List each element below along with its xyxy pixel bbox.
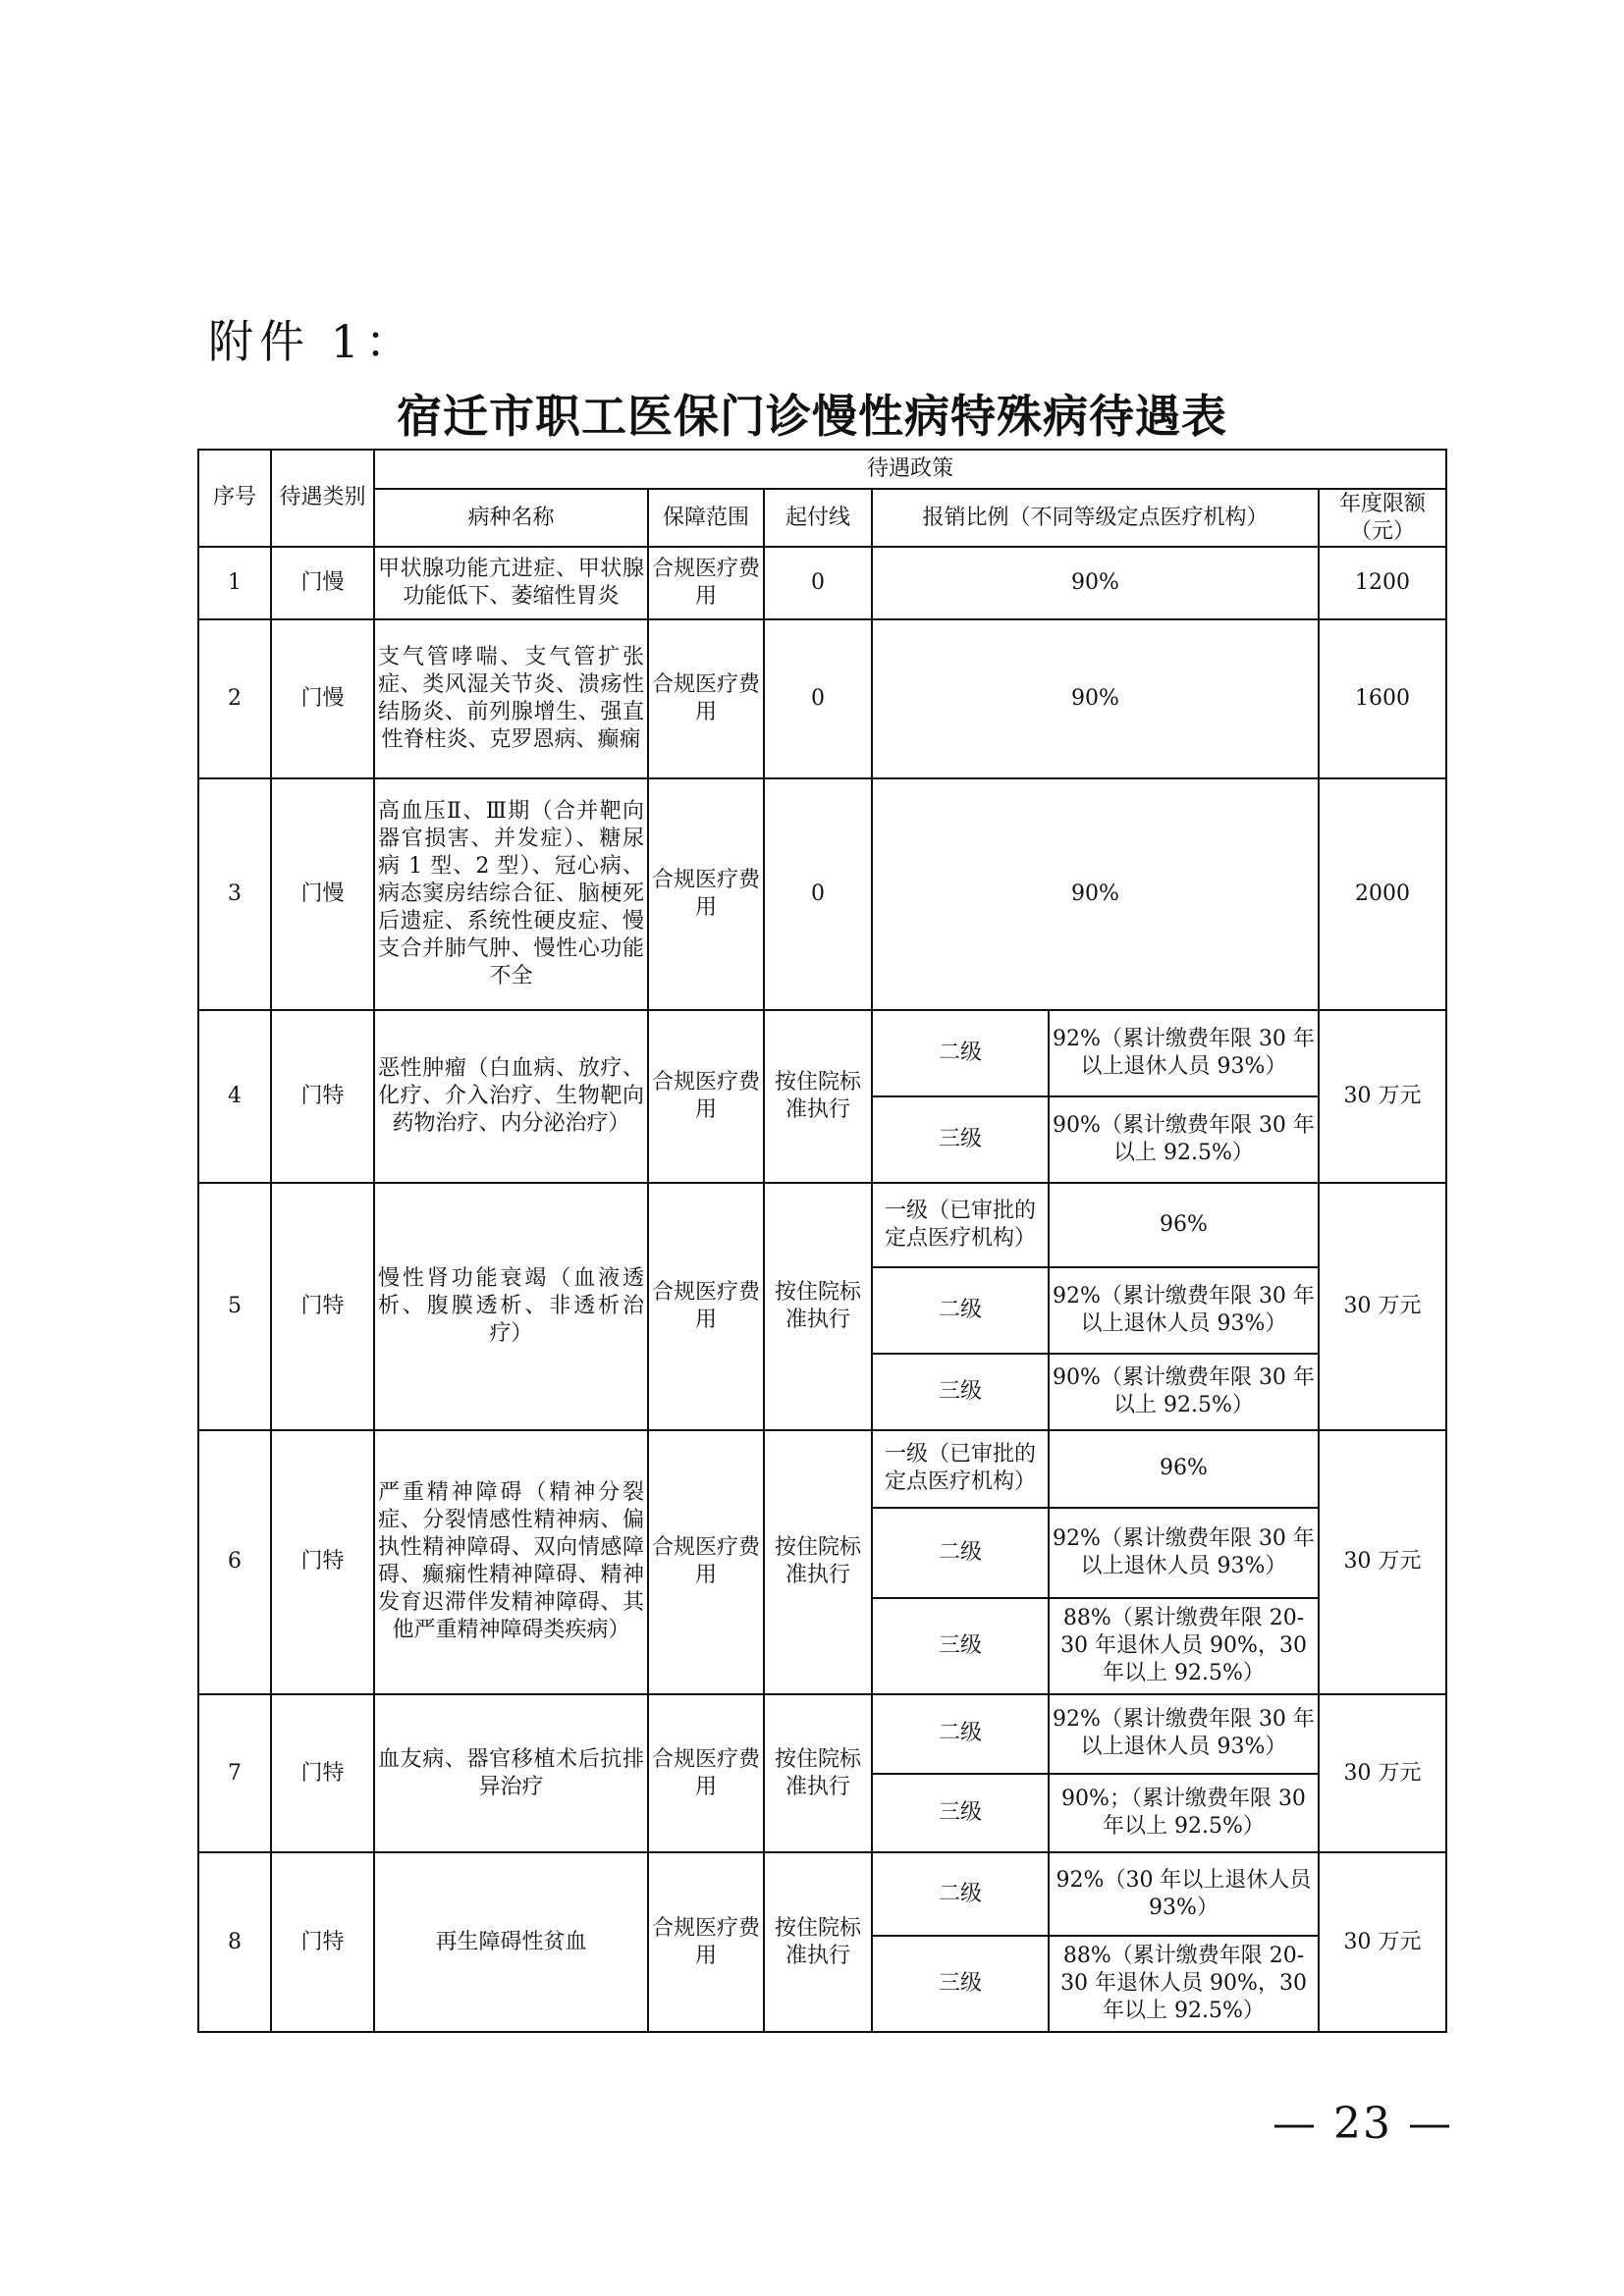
scope-cell: 合规医疗费用 (648, 1694, 764, 1852)
table-row (198, 1430, 1446, 1509)
level-cell: 二级 (872, 1010, 1049, 1096)
seq-cell: 6 (198, 1430, 271, 1694)
limit-cell: 2000 (1319, 778, 1446, 1010)
scope-cell: 合规医疗费用 (648, 1010, 764, 1184)
ratio-cell: 92%（30 年以上退休人员 93%） (1049, 1852, 1319, 1936)
disease-cell: 高血压Ⅱ、Ⅲ期（合并靶向器官损害、并发症）、糖尿病 1 型、2 型）、冠心病、病态窦房结综合征、脑梗死后遗症、系统性硬皮症、慢支合并肺气肿、慢性心功能不全 (374, 778, 648, 1010)
limit-cell: 1600 (1319, 619, 1446, 777)
level-cell: 三级 (872, 1598, 1049, 1694)
table-row (198, 547, 1446, 620)
ratio-cell: 92%（累计缴费年限 30 年以上退休人员 93%） (1049, 1694, 1319, 1774)
header-row-2 (198, 489, 1446, 547)
ratio-cell: 88%（累计缴费年限 20-30 年退休人员 90%，30 年以上 92.5%） (1049, 1598, 1319, 1694)
ratio-cell: 90% (872, 778, 1319, 1010)
level-cell: 一级（已审批的定点医疗机构） (872, 1430, 1049, 1509)
category-cell: 门特 (271, 1183, 374, 1429)
seq-cell: 7 (198, 1694, 271, 1852)
scope-cell: 合规医疗费用 (648, 1183, 764, 1429)
document-title: 宿迁市职工医保门诊慢性病特殊病待遇表 (397, 390, 1227, 443)
header-policy: 待遇政策 (374, 450, 1446, 489)
header-limit: 年度限额（元） (1319, 489, 1446, 547)
ratio-cell: 92%（累计缴费年限 30 年以上退休人员 93%） (1049, 1508, 1319, 1598)
category-cell: 门特 (271, 1430, 374, 1694)
seq-cell: 2 (198, 619, 271, 777)
ratio-cell: 90%（累计缴费年限 30 年以上 92.5%） (1049, 1354, 1319, 1430)
attachment-label: 附件 1： (208, 315, 416, 368)
deductible-cell: 0 (764, 547, 872, 620)
seq-cell: 4 (198, 1010, 271, 1184)
scope-cell: 合规医疗费用 (648, 547, 764, 620)
page-number: — 23 — (1272, 2099, 1453, 2149)
scope-cell: 合规医疗费用 (648, 1430, 764, 1694)
deductible-cell: 按住院标准执行 (764, 1694, 872, 1852)
limit-cell: 30 万元 (1319, 1430, 1446, 1694)
table-row (198, 1852, 1446, 1936)
treatment-table (197, 449, 1447, 2033)
disease-cell: 慢性肾功能衰竭（血液透析、腹膜透析、非透析治疗） (374, 1183, 648, 1429)
table-row (198, 1010, 1446, 1096)
ratio-cell: 90%（累计缴费年限 30 年以上 92.5%） (1049, 1096, 1319, 1184)
deductible-cell: 按住院标准执行 (764, 1010, 872, 1184)
header-deductible: 起付线 (764, 489, 872, 547)
category-cell: 门特 (271, 1694, 374, 1852)
seq-cell: 5 (198, 1183, 271, 1429)
header-seq: 序号 (198, 450, 271, 547)
limit-cell: 1200 (1319, 547, 1446, 620)
category-cell: 门慢 (271, 778, 374, 1010)
ratio-cell: 90% (872, 547, 1319, 620)
ratio-cell: 90% (872, 619, 1319, 777)
category-cell: 门特 (271, 1852, 374, 2032)
level-cell: 二级 (872, 1508, 1049, 1598)
level-cell: 二级 (872, 1267, 1049, 1354)
ratio-cell: 92%（累计缴费年限 30 年以上退休人员 93%） (1049, 1267, 1319, 1354)
disease-cell: 甲状腺功能亢进症、甲状腺功能低下、萎缩性胃炎 (374, 547, 648, 620)
category-cell: 门特 (271, 1010, 374, 1184)
header-row-1 (198, 450, 1446, 489)
seq-cell: 8 (198, 1852, 271, 2032)
level-cell: 三级 (872, 1774, 1049, 1853)
scope-cell: 合规医疗费用 (648, 619, 764, 777)
level-cell: 三级 (872, 1936, 1049, 2032)
seq-cell: 1 (198, 547, 271, 620)
table-row (198, 1694, 1446, 1774)
level-cell: 三级 (872, 1354, 1049, 1430)
limit-cell: 30 万元 (1319, 1010, 1446, 1184)
disease-cell: 血友病、器官移植术后抗排异治疗 (374, 1694, 648, 1852)
level-cell: 二级 (872, 1852, 1049, 1936)
disease-cell: 严重精神障碍（精神分裂症、分裂情感性精神病、偏执性精神障碍、双向情感障碍、癫痫性精神障碍、精神发育迟滞伴发精神障碍、其他严重精神障碍类疾病） (374, 1430, 648, 1694)
limit-cell: 30 万元 (1319, 1183, 1446, 1429)
deductible-cell: 按住院标准执行 (764, 1430, 872, 1694)
header-category: 待遇类别 (271, 450, 374, 547)
disease-cell: 支气管哮喘、支气管扩张症、类风湿关节炎、溃疡性结肠炎、前列腺增生、强直性脊柱炎、克罗恩病、癫痫 (374, 619, 648, 777)
scope-cell: 合规医疗费用 (648, 778, 764, 1010)
header-scope: 保障范围 (648, 489, 764, 547)
ratio-cell: 88%（累计缴费年限 20-30 年退休人员 90%，30 年以上 92.5%） (1049, 1936, 1319, 2032)
ratio-cell: 96% (1049, 1183, 1319, 1267)
limit-cell: 30 万元 (1319, 1694, 1446, 1852)
deductible-cell: 0 (764, 619, 872, 777)
ratio-cell: 96% (1049, 1430, 1319, 1509)
deductible-cell: 按住院标准执行 (764, 1183, 872, 1429)
disease-cell: 再生障碍性贫血 (374, 1852, 648, 2032)
deductible-cell: 0 (764, 778, 872, 1010)
ratio-cell: 90%；（累计缴费年限 30 年以上 92.5%） (1049, 1774, 1319, 1853)
scope-cell: 合规医疗费用 (648, 1852, 764, 2032)
deductible-cell: 按住院标准执行 (764, 1852, 872, 2032)
category-cell: 门慢 (271, 619, 374, 777)
category-cell: 门慢 (271, 547, 374, 620)
level-cell: 二级 (872, 1694, 1049, 1774)
header-disease: 病种名称 (374, 489, 648, 547)
ratio-cell: 92%（累计缴费年限 30 年以上退休人员 93%） (1049, 1010, 1319, 1096)
limit-cell: 30 万元 (1319, 1852, 1446, 2032)
seq-cell: 3 (198, 778, 271, 1010)
level-cell: 三级 (872, 1096, 1049, 1184)
table-row (198, 619, 1446, 777)
disease-cell: 恶性肿瘤（白血病、放疗、化疗、介入治疗、生物靶向药物治疗、内分泌治疗） (374, 1010, 648, 1184)
table-row (198, 778, 1446, 1010)
level-cell: 一级（已审批的定点医疗机构） (872, 1183, 1049, 1267)
header-ratio: 报销比例（不同等级定点医疗机构） (872, 489, 1319, 547)
table-row (198, 1183, 1446, 1267)
